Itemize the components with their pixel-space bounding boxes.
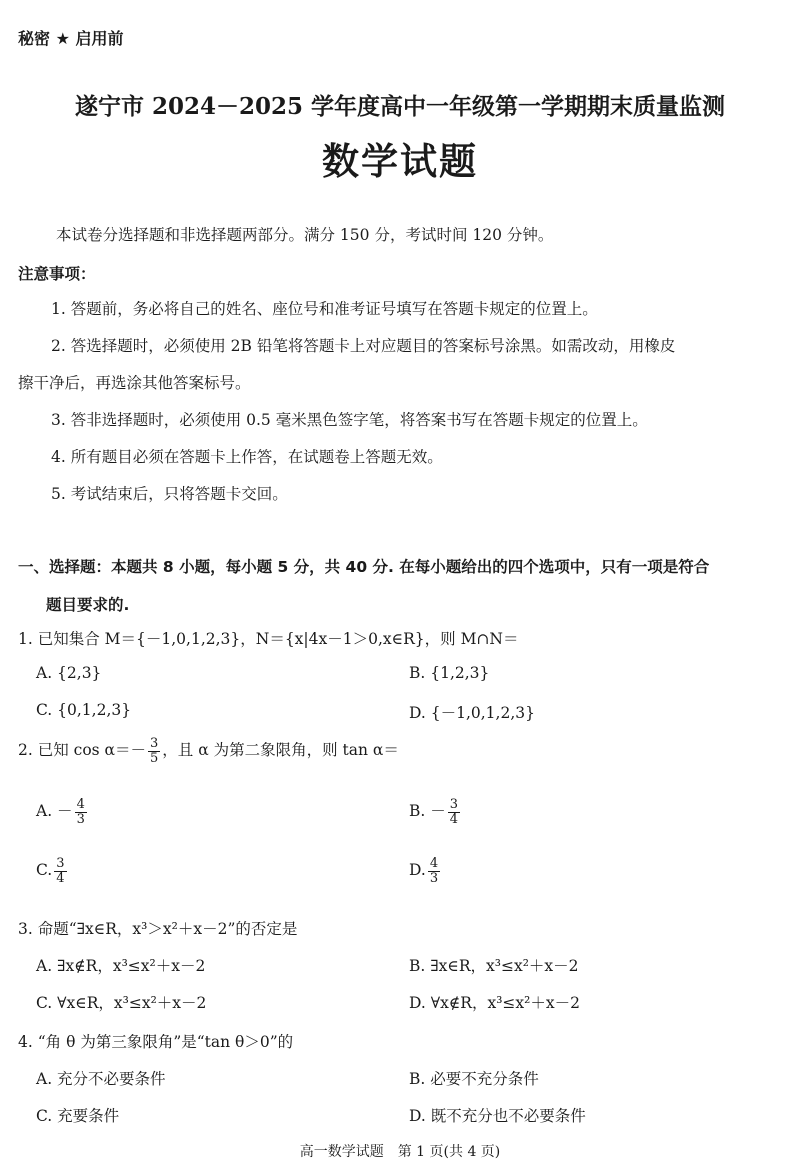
fraction — [148, 737, 160, 765]
fraction-numerator: 3 — [449, 797, 459, 812]
notice-item-1: 1. 答题前，务必将自己的姓名、座位号和准考证号填写在答题卡规定的位置上。 — [51, 300, 598, 318]
fraction-denominator: 3 — [429, 870, 439, 886]
question-2-stem-prefix: 2. 已知 cos α＝－ — [18, 741, 147, 760]
exam-title: 遂宁市 2024－2025 学年度高中一年级第一学期期末质量监测 — [74, 93, 726, 120]
fraction-denominator: 4 — [449, 811, 459, 827]
question-1-option-a: A. {2,3} — [36, 664, 102, 682]
fraction — [75, 798, 87, 826]
question-4-option-c: C. 充要条件 — [36, 1107, 120, 1125]
question-2-stem-suffix: ，且 α 为第二象限角，则 tan α＝ — [162, 741, 399, 760]
fraction-numerator: 3 — [150, 736, 159, 751]
question-4-option-d: D. 既不充分也不必要条件 — [409, 1107, 586, 1125]
question-4-option-b: B. 必要不充分条件 — [409, 1070, 539, 1088]
question-1-option-c: C. {0,1,2,3} — [36, 701, 132, 719]
question-3-option-c: C. ∀x∈R，x³≤x²＋x－2 — [36, 994, 207, 1012]
fraction-numerator: 3 — [56, 856, 65, 871]
question-3-option-d: D. ∀x∉R，x³≤x²＋x－2 — [409, 994, 580, 1012]
question-2-option-c — [36, 857, 69, 885]
question-3-option-b: B. ∃x∈R，x³≤x²＋x－2 — [409, 957, 579, 975]
question-1-option-d: D. {－1,0,1,2,3} — [409, 704, 535, 722]
page-footer: 高一数学试题 第 1 页(共 4 页) — [299, 1144, 501, 1160]
question-2-option-a — [36, 798, 89, 826]
confidential-label: 秘密 ★ 启用前 — [18, 29, 124, 48]
fraction — [448, 798, 460, 826]
fraction-denominator: 4 — [56, 870, 65, 886]
notice-item-2-continued: 擦干净后，再选涂其他答案标号。 — [18, 374, 251, 392]
notice-title: 注意事项： — [18, 265, 96, 283]
fraction-denominator: 5 — [150, 750, 159, 766]
fraction — [428, 857, 440, 885]
section-1-heading: 一、选择题：本题共 8 小题，每小题 5 分，共 40 分. 在每小题给出的四个选项中，只有一项是符合 — [18, 558, 710, 576]
notice-item-4: 4. 所有题目必须在答题卡上作答，在试题卷上答题无效。 — [51, 448, 443, 466]
question-2-option-b — [409, 798, 462, 826]
option-label: B. － — [409, 802, 446, 821]
option-label: C. — [36, 861, 53, 880]
question-3-option-a: A. ∃x∉R，x³≤x²＋x－2 — [36, 957, 206, 975]
question-2-stem — [18, 737, 399, 765]
notice-item-5: 5. 考试结束后，只将答题卡交回。 — [51, 485, 288, 503]
exam-subject-title: 数学试题 — [322, 139, 478, 183]
fraction-numerator: 4 — [429, 856, 439, 871]
question-4-option-a: A. 充分不必要条件 — [36, 1070, 166, 1088]
notice-item-3: 3. 答非选择题时，必须使用 0.5 毫米黑色签字笔，将答案书写在答题卡规定的位置上。 — [51, 411, 648, 429]
option-label: A. － — [36, 802, 73, 821]
fraction-denominator: 3 — [76, 811, 85, 827]
question-2-option-d — [409, 857, 442, 885]
intro-text: 本试卷分选择题和非选择题两部分。满分 150 分，考试时间 120 分钟。 — [56, 226, 554, 244]
question-4-stem: 4. “角 θ 为第三象限角”是“tan θ＞0”的 — [18, 1033, 294, 1051]
fraction-numerator: 4 — [76, 797, 85, 812]
fraction — [54, 857, 66, 885]
question-1-option-b: B. {1,2,3} — [409, 664, 490, 682]
question-3-stem: 3. 命题“∃x∈R，x³＞x²＋x－2”的否定是 — [18, 920, 298, 938]
question-1-stem: 1. 已知集合 M＝{－1,0,1,2,3}，N＝{x|4x－1＞0,x∈R}，则 M∩N＝ — [18, 630, 519, 648]
option-label: D. — [409, 861, 426, 880]
notice-item-2: 2. 答选择题时，必须使用 2B 铅笔将答题卡上对应题目的答案标号涂黑。如需改动，用橡皮 — [51, 337, 676, 355]
section-1-heading-continued: 题目要求的. — [46, 596, 130, 614]
